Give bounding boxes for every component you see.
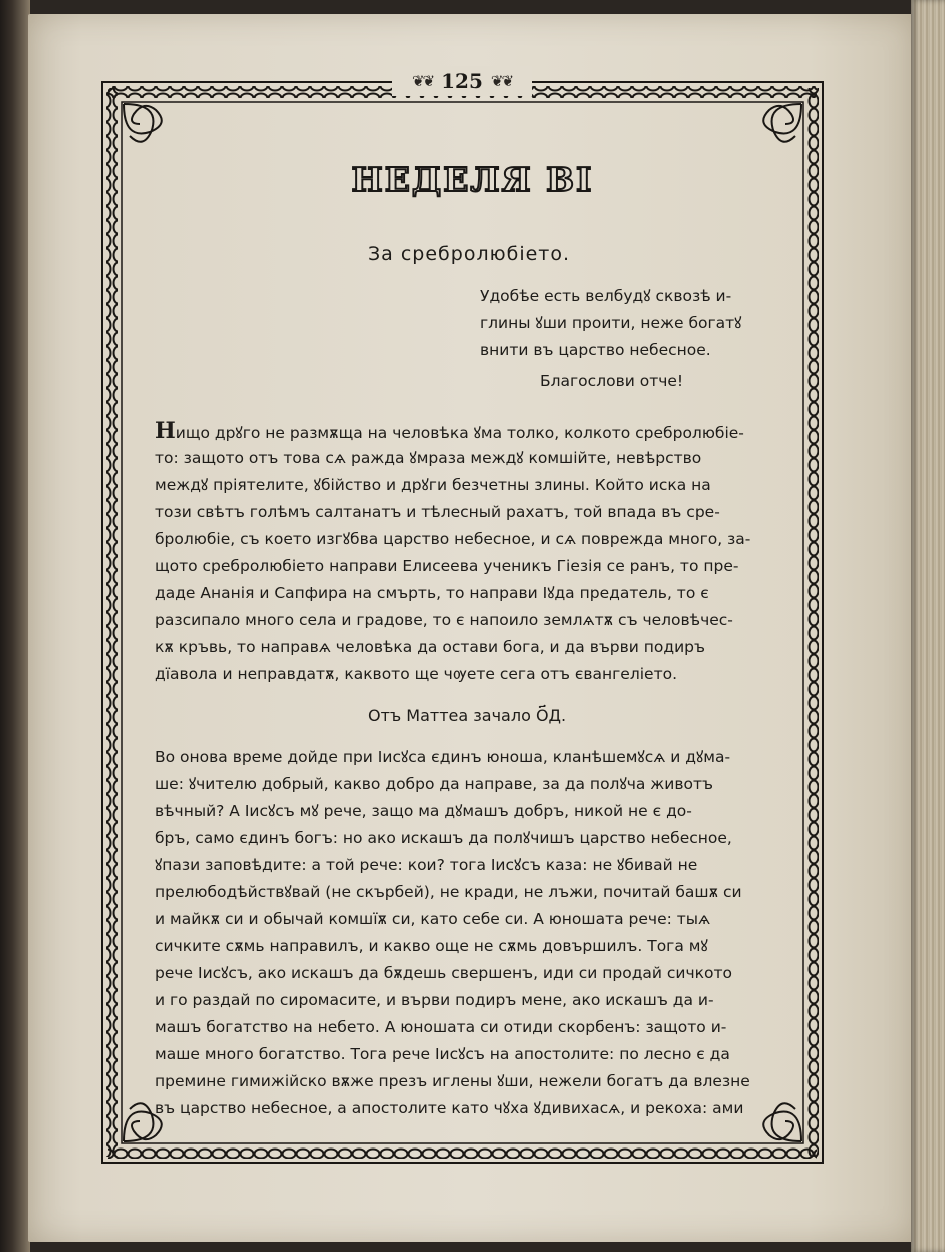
epigraph: [480, 283, 780, 364]
drop-cap: Н: [155, 418, 176, 444]
text-line: и майкѫ си и обычай комшїѫ си, като себе си. А юношата рече: тыѧ: [155, 910, 711, 928]
text-line: прелюбодѣйствꙋвай (не скърбей), не кради, не лъжи, почитай башѫ си: [155, 883, 742, 901]
page-header: [392, 66, 532, 96]
epigraph-line: глины ꙋши проити, неже богатꙋ: [480, 314, 742, 332]
text-line: рече Іисꙋсъ, ако искашъ да бѫдешь свершенъ, иди си продай сичкото: [155, 964, 733, 982]
text-line: сичките сѫмь направилъ, и какво още не сѫмь довършилъ. Тога мꙋ: [155, 937, 708, 955]
text-line: вѣчный? А Іисꙋсъ мꙋ рече, защо ма дꙋмашъ добръ, никой не є до-: [155, 802, 692, 820]
text-line: то: защото отъ това сѧ ражда ꙋмраза междꙋ комшійте, невѣрство: [155, 449, 702, 467]
text-line: щото сребролюбіето направи Елисеева ученикъ Гіезія се ранъ, то пре-: [155, 557, 739, 575]
text-line: и го раздай по сиромасите, и върви подиръ мене, ако искашъ да и-: [155, 991, 714, 1009]
text-line: машъ богатство на небето. А юношата си отиди скорбенъ: защото и-: [155, 1018, 727, 1036]
text-line: даде Ананія и Сапфира на смърть, то направи Іꙋда предатель, то є: [155, 584, 709, 602]
text-line: Нищо дрꙋго не размѫща на человѣка ꙋма толко, колкото сребролюбіе-: [155, 418, 744, 444]
text-line: премине гимижійско вѫже презъ иглены ꙋши, нежели богатъ да влезне: [155, 1072, 750, 1090]
text-line: маше много богатство. Тога рече Іисꙋсъ на апостолите: по лесно є да: [155, 1045, 730, 1063]
blessing: Благослови отче!: [540, 372, 684, 390]
text-line: междꙋ пріятелите, ꙋбійство и дрꙋги безчетны злины. Който иска на: [155, 476, 711, 494]
text-line: бролюбіе, съ което изгꙋбва царство небесное, и сѧ повреждa много, за-: [155, 530, 751, 548]
leaf-ornament-left-icon: ❦❦: [411, 72, 434, 90]
text-line: разсипало много села и градове, то є напоило землѧтѫ съ человѣчес-: [155, 611, 733, 629]
sermon-paragraph: [155, 418, 775, 688]
text-line: кѫ кръвь, то направѧ человѣка да остави бога, и да върви подиръ: [155, 638, 705, 656]
text-line: този свѣтъ голѣмъ салтанатъ и тѣлесный рахатъ, той впада въ сре-: [155, 503, 720, 521]
text-line: бръ, само єдинъ богъ: но ако искашъ да полꙋчишъ царство небесное,: [155, 829, 732, 847]
text-line: ꙋпази заповѣдите: а той рече: кои? тога Іисꙋсъ каза: не ꙋбивай не: [155, 856, 698, 874]
gospel-reading-heading: Отъ Маттеа зачало О҃Д.: [368, 706, 567, 725]
leaf-ornament-right-icon: ❦❦: [490, 72, 513, 90]
text-line: въ царство небесное, а апостолите като чꙋха ꙋдивихасѧ, и рекоха: ами: [155, 1099, 744, 1117]
epigraph-line: Удобѣе есть велбудꙋ сквозѣ и-: [480, 287, 732, 305]
epigraph-line: внити въ царство небесное.: [480, 341, 711, 359]
page-number: 125: [441, 69, 483, 93]
page-title: НЕДЕЛЯ ВІ: [351, 160, 594, 199]
text-line: Во онова време дойде при Іисꙋса єдинъ юноша, кланѣшемꙋсѧ и дꙋма-: [155, 748, 731, 766]
section-subtitle: За сребролюбіето.: [368, 243, 571, 265]
text-line: дїавола и неправдатѫ, каквото ще чѹете сега отъ євангеліето.: [155, 665, 678, 683]
gospel-paragraph: [155, 744, 775, 1122]
text-line: ше: ꙋчителю добрый, какво добро да направе, за да полꙋча животъ: [155, 775, 713, 793]
